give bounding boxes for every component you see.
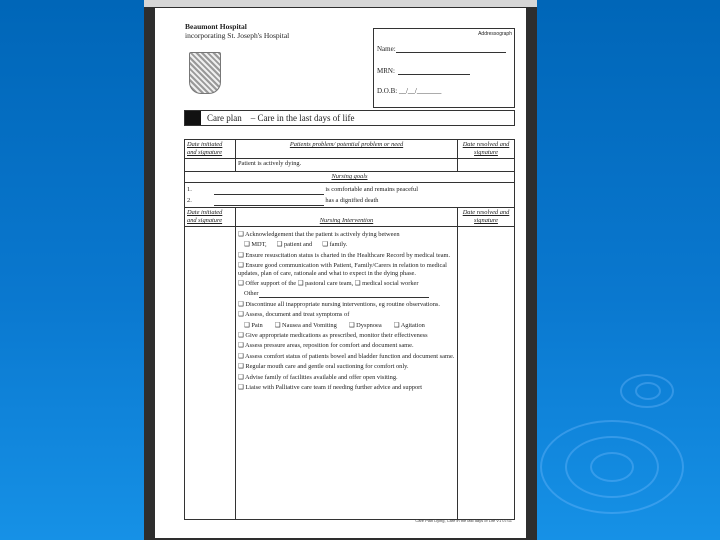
intervention-item[interactable]: ❑ Assess, document and treat symptoms of: [238, 311, 350, 319]
document-footer: Care Plan Dying, Care in the last days of Life V1 07/11: [415, 518, 512, 523]
other-field[interactable]: [259, 297, 429, 298]
dob-field[interactable]: __/__/_______: [398, 87, 442, 95]
mrn-label: MRN:: [377, 67, 395, 75]
intervention-item[interactable]: ❑ Advise family of facilities available and offer open visiting.: [238, 373, 398, 381]
intervention-item[interactable]: ❑ Discontinue all inappropriate nursing interventions, eg routine observations.: [238, 300, 441, 308]
intervention-item[interactable]: ❑ Ensure good communication with Patient, Family/Carers in relation to medical updates, plan of care, rationale and what to expect in the dying phase.: [238, 262, 447, 277]
hospital-header: [185, 22, 289, 40]
col-date-resolved: Date resolved and signature: [462, 141, 510, 156]
col-problem: Patients problem/ potential problem or need: [289, 141, 404, 148]
col-date-initiated-2: Date initiated and signature: [187, 209, 223, 224]
care-plan-page: [155, 8, 526, 538]
ripple-decoration: [635, 382, 661, 400]
goal-2: 2. has a dignified death: [187, 197, 379, 204]
intervention-resolved-cell[interactable]: [458, 227, 515, 520]
hospital-name: Beaumont Hospital: [185, 22, 247, 31]
name-field[interactable]: [396, 52, 506, 53]
nursing-goals: [185, 183, 515, 208]
nursing-goals-header: Nursing goals: [331, 173, 368, 180]
document-image: [144, 0, 537, 540]
intervention-list: [236, 227, 458, 520]
goal-1: 1. is comfortable and remains peaceful: [187, 186, 419, 193]
intervention-item[interactable]: ❑ Acknowledgement that the patient is actively dying between: [238, 231, 400, 238]
title-right: – Care in the last days of life: [250, 113, 355, 123]
problem-date-cell[interactable]: [185, 159, 236, 172]
intervention-item[interactable]: ❑ Offer support of the ❑ pastoral care team, ❑ medical social worker: [238, 280, 419, 288]
intervention-item[interactable]: ❑ Assess comfort status of patients bowel and bladder function and document same.: [238, 352, 455, 360]
symptom-options: ❑ Pain ❑ Nausea and Vomiting ❑ Dyspnoea ❑ Agitation: [244, 321, 425, 329]
title-left: Care plan: [207, 113, 242, 123]
care-plan-title-bar: [184, 110, 515, 126]
intervention-item[interactable]: ❑ Regular mouth care and gentle oral suctioning for comfort only.: [238, 363, 409, 371]
hospital-crest-logo: [189, 52, 221, 94]
mrn-field[interactable]: [398, 74, 470, 75]
intervention-item[interactable]: ❑ Give appropriate medications as prescribed, monitor their effectiveness: [238, 332, 428, 340]
intervention-date-cell[interactable]: [185, 227, 236, 520]
intervention-other: Other: [238, 290, 455, 297]
ripple-decoration: [590, 452, 634, 482]
col-date-initiated: Date initiated and signature: [187, 141, 223, 156]
addressograph-box: [373, 28, 515, 108]
col-intervention: Nursing Intervention: [319, 217, 374, 224]
problem-text: Patient is actively dying.: [236, 159, 458, 172]
care-plan-table: [184, 139, 515, 520]
name-label: Name:: [377, 45, 396, 53]
intervention-item[interactable]: ❑ Liaise with Palliative care team if needing further advice and support: [238, 384, 423, 392]
hospital-subtitle: incorporating St. Joseph's Hospital: [185, 31, 290, 40]
col-date-resolved-2: Date resolved and signature: [462, 209, 510, 224]
problem-resolved-cell[interactable]: [458, 159, 515, 172]
intervention-item[interactable]: ❑ Ensure resuscitation status is charted in the Healthcare Record by medical team.: [238, 251, 451, 259]
addressograph-title: Addressograph: [478, 31, 512, 37]
intervention-between-options: ❑ MDT, ❑ patient and ❑ family.: [244, 241, 348, 249]
title-block-marker: [185, 111, 201, 125]
goal-2-field[interactable]: [214, 205, 324, 206]
document-top-bar: [144, 0, 537, 7]
intervention-item[interactable]: ❑ Assess pressure areas, reposition for comfort and document same.: [238, 342, 414, 350]
dob-label: D.O.B:: [377, 87, 398, 95]
